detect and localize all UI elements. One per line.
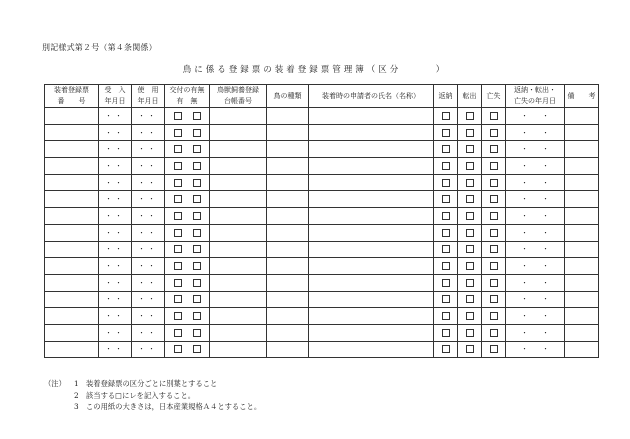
received-date-cell[interactable]: ・・	[99, 258, 132, 275]
bird-species-cell[interactable]	[267, 258, 309, 275]
note-item: 3 この用紙の大きさは，日本産業規格Ａ４とすること。	[74, 402, 262, 411]
table-row	[45, 224, 599, 241]
received-date-cell[interactable]: ・・	[99, 274, 132, 291]
disposition-date-cell[interactable]: ・・	[506, 158, 565, 175]
lost-checkbox[interactable]	[490, 162, 498, 170]
issued-yes-checkbox[interactable]	[174, 145, 182, 153]
returned-checkbox[interactable]	[442, 229, 450, 237]
applicant-name-cell[interactable]	[309, 241, 434, 258]
transferred-checkbox[interactable]	[466, 145, 474, 153]
col-header-registry-number: 鳥獣飼養登録 台帳番号	[210, 85, 267, 108]
applicant-name-cell[interactable]	[309, 191, 434, 208]
returned-checkbox[interactable]	[442, 279, 450, 287]
remarks-cell[interactable]	[565, 191, 599, 208]
returned-checkbox[interactable]	[442, 195, 450, 203]
issued-cell	[165, 258, 210, 275]
issued-cell	[165, 341, 210, 358]
bird-species-cell[interactable]	[267, 291, 309, 308]
lost-checkbox[interactable]	[490, 179, 498, 187]
lost-checkbox[interactable]	[490, 112, 498, 120]
issued-cell	[165, 224, 210, 241]
table-row	[45, 191, 599, 208]
issued-cell	[165, 108, 210, 125]
returned-cell	[434, 291, 458, 308]
disposition-date-cell[interactable]: ・・	[506, 174, 565, 191]
table-row	[45, 124, 599, 141]
used-date-cell[interactable]: ・・	[132, 174, 165, 191]
registry-number-cell[interactable]	[210, 224, 267, 241]
lost-checkbox[interactable]	[490, 345, 498, 353]
registry-number-cell[interactable]	[210, 291, 267, 308]
transferred-checkbox[interactable]	[466, 112, 474, 120]
transferred-cell	[458, 274, 482, 291]
transferred-checkbox[interactable]	[466, 162, 474, 170]
bird-species-cell[interactable]	[267, 341, 309, 358]
issued-no-checkbox[interactable]	[193, 229, 201, 237]
tag-number-cell[interactable]	[45, 141, 99, 158]
applicant-name-cell[interactable]	[309, 224, 434, 241]
lost-cell	[482, 341, 506, 358]
issued-no-checkbox[interactable]	[193, 195, 201, 203]
issued-yes-checkbox[interactable]	[174, 262, 182, 270]
remarks-cell[interactable]	[565, 274, 599, 291]
transferred-cell	[458, 208, 482, 225]
tag-number-cell[interactable]	[45, 208, 99, 225]
tag-number-cell[interactable]	[45, 191, 99, 208]
disposition-date-cell[interactable]: ・・	[506, 341, 565, 358]
returned-checkbox[interactable]	[442, 179, 450, 187]
tag-number-cell[interactable]	[45, 258, 99, 275]
table-row	[45, 324, 599, 341]
received-date-cell[interactable]: ・・	[99, 241, 132, 258]
received-date-cell[interactable]: ・・	[99, 158, 132, 175]
applicant-name-cell[interactable]	[309, 174, 434, 191]
returned-cell	[434, 308, 458, 325]
issued-yes-checkbox[interactable]	[174, 312, 182, 320]
issued-cell	[165, 208, 210, 225]
lost-checkbox[interactable]	[490, 312, 498, 320]
issued-cell	[165, 191, 210, 208]
registry-number-cell[interactable]	[210, 158, 267, 175]
issued-no-checkbox[interactable]	[193, 179, 201, 187]
bird-species-cell[interactable]	[267, 324, 309, 341]
ledger-table	[44, 84, 599, 358]
col-header-issued: 交付の有無 有 無	[165, 85, 210, 108]
transferred-checkbox[interactable]	[466, 312, 474, 320]
disposition-date-cell[interactable]: ・・	[506, 308, 565, 325]
col-header-transferred: 転出	[458, 85, 482, 108]
table-row	[45, 258, 599, 275]
col-header-lost: 亡失	[482, 85, 506, 108]
applicant-name-cell[interactable]	[309, 208, 434, 225]
registry-number-cell[interactable]	[210, 341, 267, 358]
received-date-cell[interactable]: ・・	[99, 308, 132, 325]
returned-cell	[434, 224, 458, 241]
returned-cell	[434, 341, 458, 358]
issued-no-checkbox[interactable]	[193, 245, 201, 253]
received-date-cell[interactable]: ・・	[99, 224, 132, 241]
registry-number-cell[interactable]	[210, 324, 267, 341]
tag-number-cell[interactable]	[45, 308, 99, 325]
registry-number-cell[interactable]	[210, 274, 267, 291]
disposition-date-cell[interactable]: ・・	[506, 258, 565, 275]
bird-species-cell[interactable]	[267, 141, 309, 158]
transferred-cell	[458, 324, 482, 341]
used-date-cell[interactable]: ・・	[132, 158, 165, 175]
returned-checkbox[interactable]	[442, 262, 450, 270]
tag-number-cell[interactable]	[45, 224, 99, 241]
returned-checkbox[interactable]	[442, 329, 450, 337]
returned-cell	[434, 258, 458, 275]
used-date-cell[interactable]: ・・	[132, 141, 165, 158]
disposition-date-cell[interactable]: ・・	[506, 208, 565, 225]
lost-cell	[482, 274, 506, 291]
received-date-cell[interactable]: ・・	[99, 108, 132, 125]
lost-cell	[482, 141, 506, 158]
disposition-date-cell[interactable]: ・・	[506, 224, 565, 241]
tag-number-cell[interactable]	[45, 174, 99, 191]
returned-checkbox[interactable]	[442, 145, 450, 153]
applicant-name-cell[interactable]	[309, 258, 434, 275]
table-row	[45, 141, 599, 158]
applicant-name-cell[interactable]	[309, 341, 434, 358]
used-date-cell[interactable]: ・・	[132, 241, 165, 258]
transferred-cell	[458, 124, 482, 141]
tag-number-cell[interactable]	[45, 291, 99, 308]
transferred-checkbox[interactable]	[466, 262, 474, 270]
issued-cell	[165, 141, 210, 158]
remarks-cell[interactable]	[565, 224, 599, 241]
remarks-cell[interactable]	[565, 158, 599, 175]
bird-species-cell[interactable]	[267, 308, 309, 325]
transferred-cell	[458, 191, 482, 208]
lost-checkbox[interactable]	[490, 145, 498, 153]
transferred-cell	[458, 341, 482, 358]
header-row	[45, 85, 599, 108]
issued-cell	[165, 291, 210, 308]
lost-checkbox[interactable]	[490, 212, 498, 220]
received-date-cell[interactable]: ・・	[99, 324, 132, 341]
received-date-cell[interactable]: ・・	[99, 174, 132, 191]
applicant-name-cell[interactable]	[309, 291, 434, 308]
transferred-checkbox[interactable]	[466, 295, 474, 303]
notes	[44, 378, 261, 413]
registry-number-cell[interactable]	[210, 258, 267, 275]
lost-cell	[482, 224, 506, 241]
registry-number-cell[interactable]	[210, 241, 267, 258]
bird-species-cell[interactable]	[267, 208, 309, 225]
tag-number-cell[interactable]	[45, 108, 99, 125]
returned-checkbox[interactable]	[442, 345, 450, 353]
issued-no-checkbox[interactable]	[193, 212, 201, 220]
used-date-cell[interactable]: ・・	[132, 258, 165, 275]
disposition-date-cell[interactable]: ・・	[506, 291, 565, 308]
issued-no-checkbox[interactable]	[193, 262, 201, 270]
received-date-cell[interactable]: ・・	[99, 191, 132, 208]
issued-yes-checkbox[interactable]	[174, 212, 182, 220]
registry-number-cell[interactable]	[210, 141, 267, 158]
used-date-cell[interactable]: ・・	[132, 208, 165, 225]
lost-checkbox[interactable]	[490, 262, 498, 270]
tag-number-cell[interactable]	[45, 124, 99, 141]
col-header-applicant-name: 装着時の申請者の氏名（名称）	[309, 85, 434, 108]
issued-cell	[165, 274, 210, 291]
transferred-checkbox[interactable]	[466, 212, 474, 220]
registry-number-cell[interactable]	[210, 208, 267, 225]
registry-number-cell[interactable]	[210, 108, 267, 125]
issued-cell	[165, 174, 210, 191]
lost-checkbox[interactable]	[490, 245, 498, 253]
transferred-checkbox[interactable]	[466, 229, 474, 237]
col-header-bird-species: 鳥の種類	[267, 85, 309, 108]
returned-checkbox[interactable]	[442, 129, 450, 137]
disposition-date-cell[interactable]: ・・	[506, 191, 565, 208]
applicant-name-cell[interactable]	[309, 274, 434, 291]
disposition-date-cell[interactable]: ・・	[506, 324, 565, 341]
disposition-date-cell[interactable]: ・・	[506, 124, 565, 141]
table-row	[45, 241, 599, 258]
transferred-cell	[458, 224, 482, 241]
table-row	[45, 341, 599, 358]
bird-species-cell[interactable]	[267, 191, 309, 208]
transferred-checkbox[interactable]	[466, 179, 474, 187]
remarks-cell[interactable]	[565, 308, 599, 325]
used-date-cell[interactable]: ・・	[132, 224, 165, 241]
issued-yes-checkbox[interactable]	[174, 195, 182, 203]
used-date-cell[interactable]: ・・	[132, 124, 165, 141]
issued-no-checkbox[interactable]	[193, 312, 201, 320]
applicant-name-cell[interactable]	[309, 141, 434, 158]
returned-cell	[434, 208, 458, 225]
lost-cell	[482, 308, 506, 325]
lost-checkbox[interactable]	[490, 195, 498, 203]
used-date-cell[interactable]: ・・	[132, 191, 165, 208]
registry-number-cell[interactable]	[210, 191, 267, 208]
lost-checkbox[interactable]	[490, 295, 498, 303]
table-row	[45, 308, 599, 325]
remarks-cell[interactable]	[565, 124, 599, 141]
used-date-cell[interactable]: ・・	[132, 308, 165, 325]
lost-cell	[482, 191, 506, 208]
issued-no-checkbox[interactable]	[193, 329, 201, 337]
form-label: 別記様式第２号（第４条関係）	[42, 43, 157, 52]
remarks-cell[interactable]	[565, 108, 599, 125]
transferred-cell	[458, 108, 482, 125]
lost-cell	[482, 208, 506, 225]
returned-cell	[434, 158, 458, 175]
issued-yes-checkbox[interactable]	[174, 129, 182, 137]
returned-cell	[434, 324, 458, 341]
col-header-received-date: 受 入 年月日	[99, 85, 132, 108]
col-header-used-date: 使 用 年月日	[132, 85, 165, 108]
returned-checkbox[interactable]	[442, 312, 450, 320]
issued-yes-checkbox[interactable]	[174, 345, 182, 353]
remarks-cell[interactable]	[565, 291, 599, 308]
applicant-name-cell[interactable]	[309, 124, 434, 141]
issued-yes-checkbox[interactable]	[174, 179, 182, 187]
remarks-cell[interactable]	[565, 241, 599, 258]
col-header-returned: 返納	[434, 85, 458, 108]
received-date-cell[interactable]: ・・	[99, 341, 132, 358]
issued-yes-checkbox[interactable]	[174, 329, 182, 337]
returned-cell	[434, 174, 458, 191]
disposition-date-cell[interactable]: ・・	[506, 108, 565, 125]
issued-yes-checkbox[interactable]	[174, 245, 182, 253]
bird-species-cell[interactable]	[267, 158, 309, 175]
disposition-date-cell[interactable]: ・・	[506, 241, 565, 258]
received-date-cell[interactable]: ・・	[99, 208, 132, 225]
lost-checkbox[interactable]	[490, 129, 498, 137]
lost-checkbox[interactable]	[490, 229, 498, 237]
col-header-tag-number: 装着登録票 番 号	[45, 85, 99, 108]
returned-checkbox[interactable]	[442, 212, 450, 220]
transferred-checkbox[interactable]	[466, 345, 474, 353]
returned-cell	[434, 108, 458, 125]
returned-checkbox[interactable]	[442, 245, 450, 253]
registry-number-cell[interactable]	[210, 308, 267, 325]
note-item: （注） 1 装着登録票の区分ごとに別葉とすること	[44, 379, 218, 388]
transferred-cell	[458, 158, 482, 175]
note-item: 2 該当する□にレを記入すること。	[74, 390, 196, 400]
used-date-cell[interactable]: ・・	[132, 324, 165, 341]
applicant-name-cell[interactable]	[309, 158, 434, 175]
returned-checkbox[interactable]	[442, 295, 450, 303]
transferred-checkbox[interactable]	[466, 195, 474, 203]
bird-species-cell[interactable]	[267, 241, 309, 258]
used-date-cell[interactable]: ・・	[132, 341, 165, 358]
issued-cell	[165, 324, 210, 341]
issued-no-checkbox[interactable]	[193, 129, 201, 137]
disposition-date-cell[interactable]: ・・	[506, 274, 565, 291]
issued-yes-checkbox[interactable]	[174, 112, 182, 120]
issued-no-checkbox[interactable]	[193, 112, 201, 120]
registry-number-cell[interactable]	[210, 124, 267, 141]
received-date-cell[interactable]: ・・	[99, 291, 132, 308]
bird-species-cell[interactable]	[267, 108, 309, 125]
returned-cell	[434, 141, 458, 158]
transferred-checkbox[interactable]	[466, 329, 474, 337]
remarks-cell[interactable]	[565, 141, 599, 158]
bird-species-cell[interactable]	[267, 174, 309, 191]
lost-checkbox[interactable]	[490, 329, 498, 337]
col-header-disposition-date: 返納・転出・ 亡失の年月日	[506, 85, 565, 108]
table-row	[45, 208, 599, 225]
issued-yes-checkbox[interactable]	[174, 295, 182, 303]
tag-number-cell[interactable]	[45, 324, 99, 341]
lost-cell	[482, 174, 506, 191]
applicant-name-cell[interactable]	[309, 108, 434, 125]
lost-cell	[482, 258, 506, 275]
transferred-cell	[458, 241, 482, 258]
applicant-name-cell[interactable]	[309, 324, 434, 341]
returned-cell	[434, 241, 458, 258]
transferred-cell	[458, 291, 482, 308]
returned-checkbox[interactable]	[442, 112, 450, 120]
tag-number-cell[interactable]	[45, 341, 99, 358]
lost-cell	[482, 124, 506, 141]
ledger-title: 鳥に係る登録票の装着登録票管理簿（区分 ）	[182, 65, 448, 75]
issued-cell	[165, 158, 210, 175]
issued-yes-checkbox[interactable]	[174, 279, 182, 287]
remarks-cell[interactable]	[565, 324, 599, 341]
used-date-cell[interactable]: ・・	[132, 291, 165, 308]
issued-no-checkbox[interactable]	[193, 162, 201, 170]
transferred-cell	[458, 141, 482, 158]
applicant-name-cell[interactable]	[309, 308, 434, 325]
lost-cell	[482, 158, 506, 175]
issued-yes-checkbox[interactable]	[174, 229, 182, 237]
issued-cell	[165, 308, 210, 325]
transferred-checkbox[interactable]	[466, 129, 474, 137]
transferred-cell	[458, 258, 482, 275]
transferred-cell	[458, 174, 482, 191]
returned-cell	[434, 124, 458, 141]
remarks-cell[interactable]	[565, 258, 599, 275]
used-date-cell[interactable]: ・・	[132, 274, 165, 291]
transferred-cell	[458, 308, 482, 325]
lost-cell	[482, 291, 506, 308]
lost-cell	[482, 324, 506, 341]
bird-species-cell[interactable]	[267, 224, 309, 241]
received-date-cell[interactable]: ・・	[99, 124, 132, 141]
issued-cell	[165, 124, 210, 141]
returned-cell	[434, 191, 458, 208]
transferred-checkbox[interactable]	[466, 279, 474, 287]
registry-number-cell[interactable]	[210, 174, 267, 191]
returned-checkbox[interactable]	[442, 162, 450, 170]
bird-species-cell[interactable]	[267, 274, 309, 291]
remarks-cell[interactable]	[565, 341, 599, 358]
bird-species-cell[interactable]	[267, 124, 309, 141]
tag-number-cell[interactable]	[45, 158, 99, 175]
table-row	[45, 174, 599, 191]
issued-no-checkbox[interactable]	[193, 279, 201, 287]
tag-number-cell[interactable]	[45, 274, 99, 291]
table-row	[45, 274, 599, 291]
disposition-date-cell[interactable]: ・・	[506, 141, 565, 158]
lost-checkbox[interactable]	[490, 279, 498, 287]
remarks-cell[interactable]	[565, 208, 599, 225]
table-row	[45, 291, 599, 308]
issued-no-checkbox[interactable]	[193, 295, 201, 303]
received-date-cell[interactable]: ・・	[99, 141, 132, 158]
issued-no-checkbox[interactable]	[193, 345, 201, 353]
used-date-cell[interactable]: ・・	[132, 108, 165, 125]
issued-no-checkbox[interactable]	[193, 145, 201, 153]
remarks-cell[interactable]	[565, 174, 599, 191]
issued-yes-checkbox[interactable]	[174, 162, 182, 170]
table-row	[45, 108, 599, 125]
returned-cell	[434, 274, 458, 291]
transferred-checkbox[interactable]	[466, 245, 474, 253]
issued-cell	[165, 241, 210, 258]
lost-cell	[482, 241, 506, 258]
tag-number-cell[interactable]	[45, 241, 99, 258]
table-row	[45, 158, 599, 175]
col-header-remarks: 備 考	[565, 85, 599, 108]
lost-cell	[482, 108, 506, 125]
